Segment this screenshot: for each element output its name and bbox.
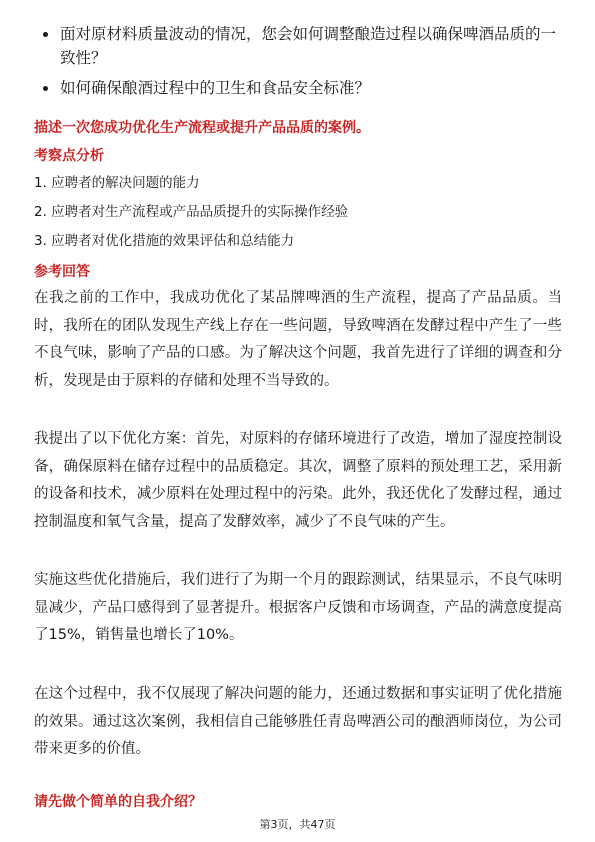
answer-paragraph-3: 实施这些优化措施后，我们进行了为期一个月的跟踪测试，结果显示，不良气味明显减少，产品口感得到了显著提升。根据客户反馈和市场调查，产品的满意度提高了15%，销售量也增长了10%。 (34, 572, 562, 643)
page-footer: 第3页，共47页 (259, 818, 336, 831)
answer-paragraph-1: 在我之前的工作中，我成功优化了某品牌啤酒的生产流程，提高了产品品质。当时，我所在的团队发现生产线上存在一些问题，导致啤酒在发酵过程中产生了一些不良气味，影响了产品的口感。为了解决这个问题，我首先进行了详细的调查和分析，发现是由于原料的存储和处理不当导致的。 (34, 290, 562, 389)
bullet-icon (43, 32, 48, 37)
analysis-item-2: 2. 应聘者对生产流程或产品品质提升的实际操作经验 (34, 204, 349, 220)
next-question-heading: 请先做个简单的自我介绍？ (34, 794, 202, 810)
analysis-item-3: 3. 应聘者对优化措施的效果评估和总结能力 (34, 233, 295, 249)
answer-heading: 参考回答 (34, 264, 90, 280)
answer-paragraph-4: 在这个过程中，我不仅展现了解决问题的能力，还通过数据和事实证明了优化措施的效果。通过这次案例，我相信自己能够胜任青岛啤酒公司的酿酒师岗位，为公司带来更多的价值。 (34, 686, 562, 757)
analysis-item-1: 1. 应聘者的解决问题的能力 (34, 175, 200, 191)
answer-paragraph-2: 我提出了以下优化方案：首先，对原料的存储环境进行了改造，增加了湿度控制设备，确保原料在储存过程中的品质稳定。其次，调整了原料的预处理工艺，采用新的设备和技术，减少原料在处理过程中的污染。此外，我还优化了发酵过程，通过控制温度和氧气含量，提高了发酵效率，减少了不良气味的产生。 (34, 431, 562, 530)
question-text: 面对原材料质量波动的情况，您会如何调整酿造过程以确保啤酒品质的一致性？ (60, 25, 557, 67)
main-question-heading: 描述一次您成功优化生产流程或提升产品品质的案例。 (34, 120, 370, 136)
list-item (34, 22, 564, 70)
list-item (34, 76, 564, 100)
analysis-heading: 考察点分析 (34, 148, 104, 164)
bullet-icon (43, 86, 48, 91)
question-text: 如何确保酿酒过程中的卫生和食品安全标准？ (60, 79, 371, 97)
question-list (34, 22, 564, 106)
